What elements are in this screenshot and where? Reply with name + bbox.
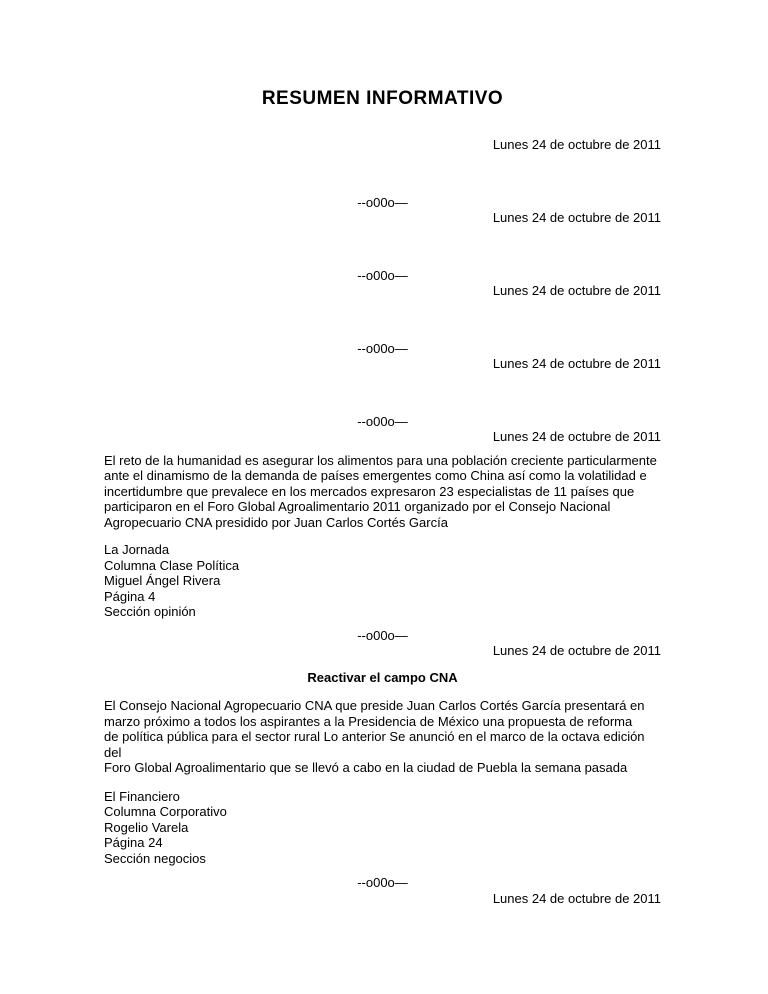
article-body-line: participaron en el Foro Global Agroalimentario 2011 organizado por el Consejo Nacional <box>104 499 611 514</box>
source-author: Rogelio Varela <box>104 819 189 835</box>
article-body-line: de política pública para el sector rural Lo anterior Se anunció en el marco de la octava edición del <box>104 729 645 760</box>
article-body <box>104 698 661 776</box>
source-page: Página 4 <box>104 588 156 604</box>
date-line: Lunes 24 de octubre de 2011 <box>492 890 661 906</box>
source-section: Sección negocios <box>104 850 206 866</box>
section-separator: --o00o— <box>357 267 408 283</box>
date-line: Lunes 24 de octubre de 2011 <box>492 137 661 152</box>
date-line: Lunes 24 de octubre de 2011 <box>492 210 661 225</box>
date-line: Lunes 24 de octubre de 2011 <box>492 429 661 444</box>
article-headline: Reactivar el campo CNA <box>307 669 458 685</box>
article-body-line: marzo próximo a todos los aspirantes a la Presidencia de México una propuesta de reforma <box>104 713 633 729</box>
date-line: Lunes 24 de octubre de 2011 <box>492 356 661 371</box>
article-body-line: incertidumbre que prevalece en los mercados expresaron 23 especialistas de 11 países que <box>104 483 635 499</box>
source-section: Sección opinión <box>104 604 196 619</box>
article-body-line: El Consejo Nacional Agropecuario CNA que preside Juan Carlos Cortés García presentará en <box>104 698 645 713</box>
article-body-line: Foro Global Agroalimentario que se llevó a cabo en la ciudad de Puebla la semana pasada <box>104 760 628 775</box>
section-separator: --o00o— <box>357 340 408 356</box>
article-source <box>104 542 661 620</box>
source-author: Miguel Ángel Rivera <box>104 573 221 588</box>
section-separator: --o00o— <box>357 413 408 429</box>
document-title: RESUMEN INFORMATIVO <box>261 88 504 109</box>
section-separator: --o00o— <box>357 875 408 890</box>
article-body <box>104 453 661 531</box>
date-line: Lunes 24 de octubre de 2011 <box>492 283 661 298</box>
article-body-line: ante el dinamismo de la demanda de países emergentes como China así como la volatilidad e <box>104 468 647 483</box>
source-page: Página 24 <box>104 835 163 850</box>
date-line: Lunes 24 de octubre de 2011 <box>492 643 661 658</box>
section-separator: --o00o— <box>357 627 408 643</box>
section-separator: --o00o— <box>357 194 408 210</box>
source-outlet: El Financiero <box>104 788 180 804</box>
article-source <box>104 789 661 867</box>
article-body-line: Agropecuario CNA presidido por Juan Carlos Cortés García <box>104 514 448 530</box>
source-column: Columna Corporativo <box>104 804 227 819</box>
source-outlet: La Jornada <box>104 542 170 557</box>
source-column: Columna Clase Política <box>104 557 240 573</box>
article-body-line: El reto de la humanidad es asegurar los alimentos para una población creciente particularmente <box>104 452 657 468</box>
